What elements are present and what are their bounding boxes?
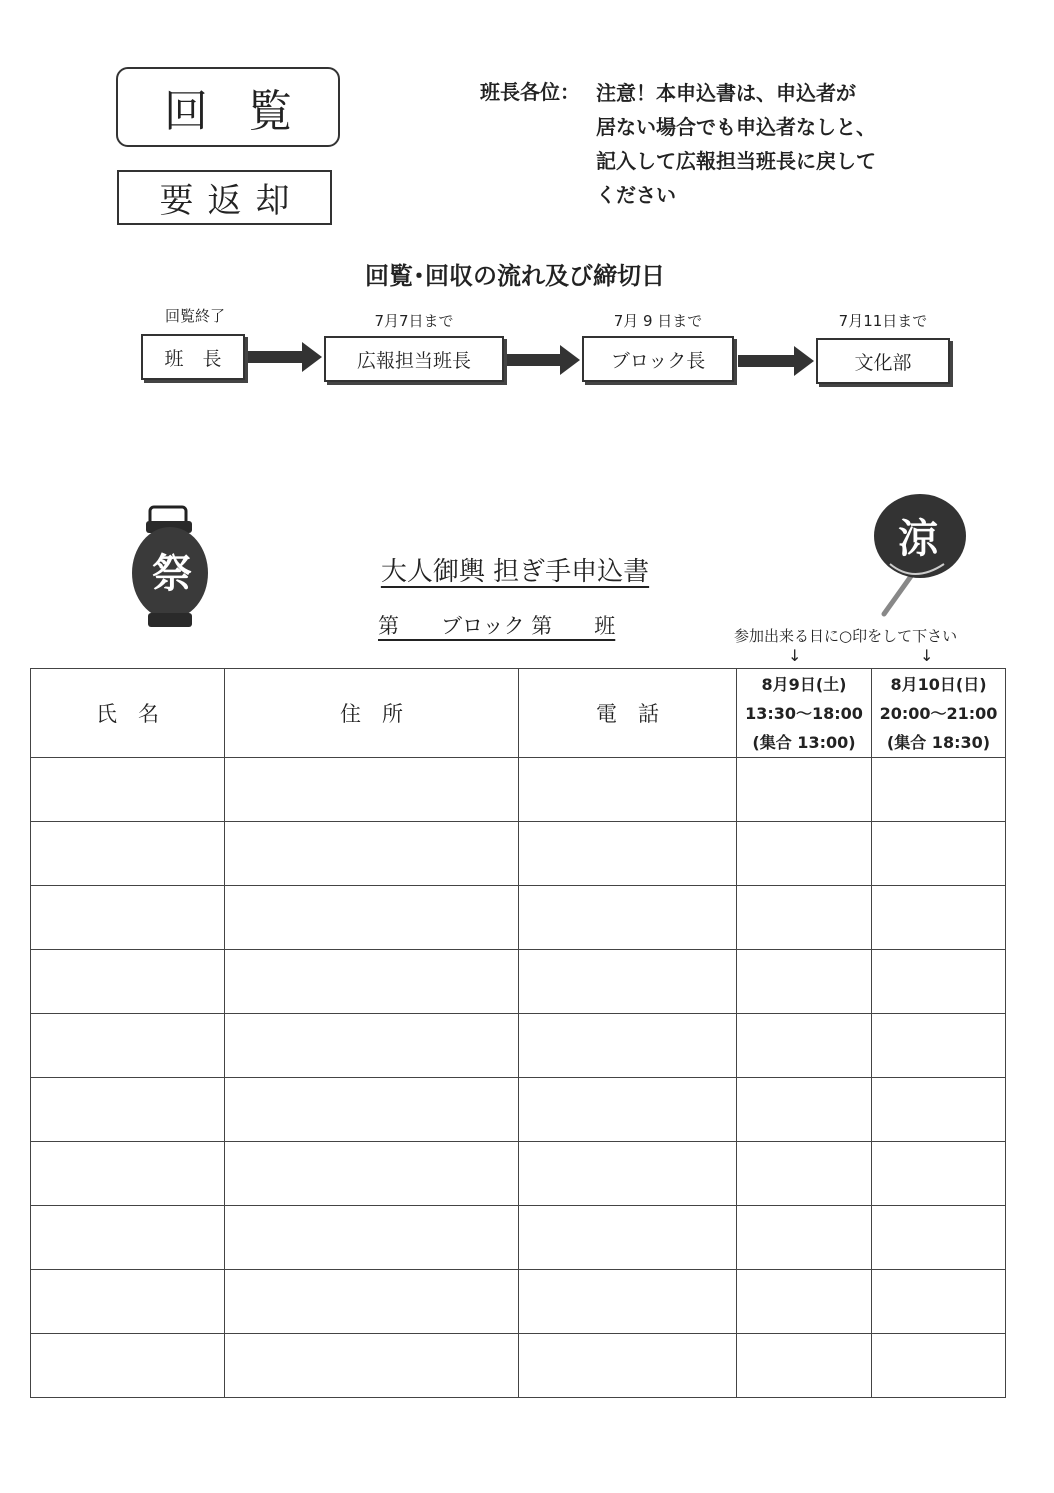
- date2-day: 8月10日(日): [890, 674, 987, 694]
- name-cell[interactable]: [31, 1334, 225, 1398]
- date1-day: 8月9日(土): [761, 674, 847, 694]
- date2-cell[interactable]: [872, 1078, 1006, 1142]
- date2-cell[interactable]: [872, 1014, 1006, 1078]
- phone-cell[interactable]: [519, 1078, 737, 1142]
- phone-cell[interactable]: [519, 822, 737, 886]
- name-cell[interactable]: [31, 1078, 225, 1142]
- address-cell[interactable]: [225, 886, 519, 950]
- date2-cell[interactable]: [872, 758, 1006, 822]
- date2-cell[interactable]: [872, 822, 1006, 886]
- address-cell[interactable]: [225, 1334, 519, 1398]
- phone-cell[interactable]: [519, 886, 737, 950]
- date2-cell[interactable]: [872, 1270, 1006, 1334]
- return-required-stamp: 要返却: [117, 170, 332, 225]
- lantern-bottom-cap: [148, 613, 192, 627]
- flow-deadline-2: 7月7日まで: [374, 312, 454, 330]
- attend-note: 参加出来る日に○印をして下さい: [734, 627, 958, 645]
- flow-title: 回覧･回収の流れ及び締切日: [365, 262, 665, 290]
- flow-deadline-4: 7月11日まで: [838, 312, 928, 330]
- kairan-stamp: 回覧: [116, 67, 340, 147]
- address-cell[interactable]: [225, 1206, 519, 1270]
- block-group-line: 第 ブロック 第 班: [378, 614, 616, 638]
- date2-cell[interactable]: [872, 886, 1006, 950]
- col-header-name: 氏 名: [31, 669, 225, 758]
- flow-step-block: ブロック長: [582, 336, 734, 382]
- date1-cell[interactable]: [737, 758, 872, 822]
- name-cell[interactable]: [31, 1014, 225, 1078]
- table-row: [31, 1078, 1006, 1142]
- table-row: [31, 1334, 1006, 1398]
- col-header-address: 住 所: [225, 669, 519, 758]
- flow-arrow-1: [248, 346, 322, 368]
- date2-cell[interactable]: [872, 1334, 1006, 1398]
- table-header-row: [31, 669, 1006, 758]
- date1-cell[interactable]: [737, 1142, 872, 1206]
- flow-step-koho: 広報担当班長: [324, 336, 504, 382]
- table-row: [31, 758, 1006, 822]
- col-header-phone: 電 話: [519, 669, 737, 758]
- date1-gather: (集合 13:00): [752, 732, 856, 752]
- name-cell[interactable]: [31, 758, 225, 822]
- date2-gather: (集合 18:30): [886, 732, 991, 752]
- phone-cell[interactable]: [519, 1142, 737, 1206]
- flow-step-bunka: 文化部: [816, 338, 950, 384]
- date2-cell[interactable]: [872, 1206, 1006, 1270]
- flow-arrow-3: [738, 350, 814, 372]
- name-cell[interactable]: [31, 822, 225, 886]
- phone-cell[interactable]: [519, 1334, 737, 1398]
- phone-cell[interactable]: [519, 1270, 737, 1334]
- date2-cell[interactable]: [872, 1142, 1006, 1206]
- phone-cell[interactable]: [519, 758, 737, 822]
- name-cell[interactable]: [31, 1142, 225, 1206]
- application-table: [30, 668, 1006, 1398]
- lantern-char: 祭: [152, 551, 192, 597]
- name-cell[interactable]: [31, 1270, 225, 1334]
- notice-label: 班長各位：: [480, 80, 580, 104]
- phone-cell[interactable]: [519, 950, 737, 1014]
- down-arrow-date2: ↓: [920, 646, 934, 665]
- table-row: [31, 1206, 1006, 1270]
- address-cell[interactable]: [225, 1270, 519, 1334]
- date1-cell[interactable]: [737, 1078, 872, 1142]
- notice-text: 注意！本申込書は、申込者が 居ない場合でも申込者なしと、 記入して広報担当班長に戻して ください: [596, 81, 876, 207]
- date2-time: 20:00～21:00: [879, 703, 998, 723]
- table-row: [31, 1270, 1006, 1334]
- name-cell[interactable]: [31, 886, 225, 950]
- date1-cell[interactable]: [737, 1270, 872, 1334]
- col-header-date1: [737, 669, 872, 758]
- date1-time: 13:30～18:00: [745, 703, 863, 723]
- address-cell[interactable]: [225, 758, 519, 822]
- address-cell[interactable]: [225, 1078, 519, 1142]
- table-row: [31, 886, 1006, 950]
- address-cell[interactable]: [225, 1142, 519, 1206]
- date1-cell[interactable]: [737, 1334, 872, 1398]
- date2-cell[interactable]: [872, 950, 1006, 1014]
- flow-step-hancho: 班 長: [141, 334, 245, 380]
- date1-cell[interactable]: [737, 1014, 872, 1078]
- phone-cell[interactable]: [519, 1014, 737, 1078]
- fan-char: 涼: [898, 516, 938, 562]
- flow-deadline-3: 7月 9 日まで: [613, 312, 703, 330]
- address-cell[interactable]: [225, 950, 519, 1014]
- date1-cell[interactable]: [737, 822, 872, 886]
- table-row: [31, 822, 1006, 886]
- table-row: [31, 950, 1006, 1014]
- table-row: [31, 1142, 1006, 1206]
- address-cell[interactable]: [225, 1014, 519, 1078]
- down-arrow-date1: ↓: [788, 646, 802, 665]
- name-cell[interactable]: [31, 1206, 225, 1270]
- name-cell[interactable]: [31, 950, 225, 1014]
- flow-deadline-1: 回覧終了: [164, 307, 225, 325]
- phone-cell[interactable]: [519, 1206, 737, 1270]
- date1-cell[interactable]: [737, 886, 872, 950]
- col-header-date2: [872, 669, 1006, 758]
- form-title: 大人御輿 担ぎ手申込書: [380, 557, 650, 587]
- address-cell[interactable]: [225, 822, 519, 886]
- flow-arrow-2: [507, 349, 580, 371]
- date1-cell[interactable]: [737, 1206, 872, 1270]
- table-row: [31, 1014, 1006, 1078]
- date1-cell[interactable]: [737, 950, 872, 1014]
